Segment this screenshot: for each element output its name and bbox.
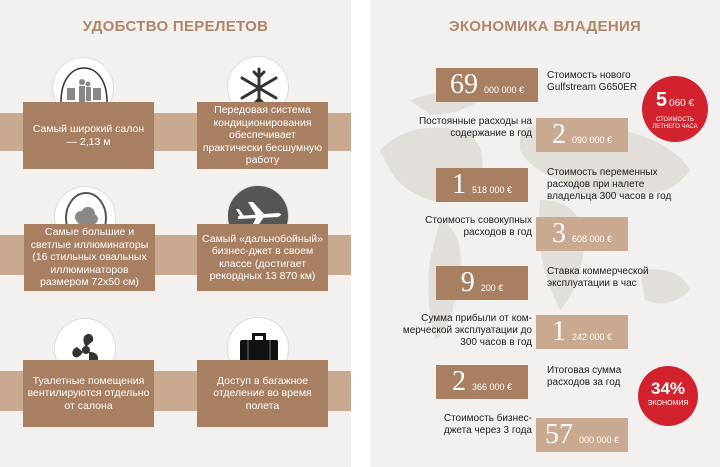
tile-toilets: Туалетные помещения вентилируются отдельно от салона [23, 360, 154, 427]
economics-panel [370, 0, 720, 467]
label-total-costs: Стоимость совокупных расходов в год [425, 215, 532, 238]
label-commercial-profit: Сумма прибыли от коммерческой эксплуатации до 300 часов в год [402, 313, 532, 348]
value-total-annual: 2 366 000 € [436, 365, 528, 399]
value-variable-costs: 1 518 000 € [436, 168, 528, 202]
tile-windows: Самые большие и светлые иллюминаторы (16 стильных овальных иллюминаторов размером 72х50 см) [24, 224, 155, 291]
value-resale-value: 57 000 000 € [536, 418, 628, 452]
tile-range: Самый «дальнобойный» бизнес-джет в своем классе (достигает рекордных 13 870 км) [197, 224, 328, 291]
label-hourly-rate: Ставка коммерческой эксплуатации в час [547, 266, 649, 289]
value-total-costs: 3 608 000 € [536, 217, 628, 251]
value-new-price: 69 000 000 € [436, 68, 538, 102]
badge-economy: 34% ЭКОНОМИЯ [638, 366, 698, 426]
label-total-annual: Итоговая сумма расходов за год [547, 365, 622, 388]
tile-baggage: Доступ в багажное отделение во время полета [197, 360, 328, 427]
comfort-title: УДОБСТВО ПЕРЕЛЕТОВ [82, 18, 269, 35]
value-commercial-profit: 1 242 000 € [536, 315, 628, 349]
label-variable-costs: Стоимость переменных расходов при налете владельца 300 часов в год [547, 167, 672, 202]
label-resale-value: Стоимость бизнес-джета через 3 года [443, 413, 532, 436]
tile-cabin: Самый широкий салон — 2,13 м [23, 102, 154, 169]
badge-flight-hour-cost: 5 060 € СТОИМОСТЬ ЛЕТНЕГО ЧАСА [642, 76, 708, 142]
tile-air-conditioning: Передовая система кондиционирования обеспечивает практически бесшумную работу [197, 102, 328, 169]
economics-title: ЭКОНОМИКА ВЛАДЕНИЯ [448, 18, 642, 35]
label-new-price: Стоимость нового Gulfstream G650ER [547, 70, 638, 93]
label-fixed-costs: Постоянные расходы на содержание в год [418, 116, 532, 139]
comfort-panel [0, 0, 351, 467]
value-fixed-costs: 2 090 000 € [536, 118, 628, 152]
value-hourly-rate: 9 200 € [436, 266, 528, 300]
